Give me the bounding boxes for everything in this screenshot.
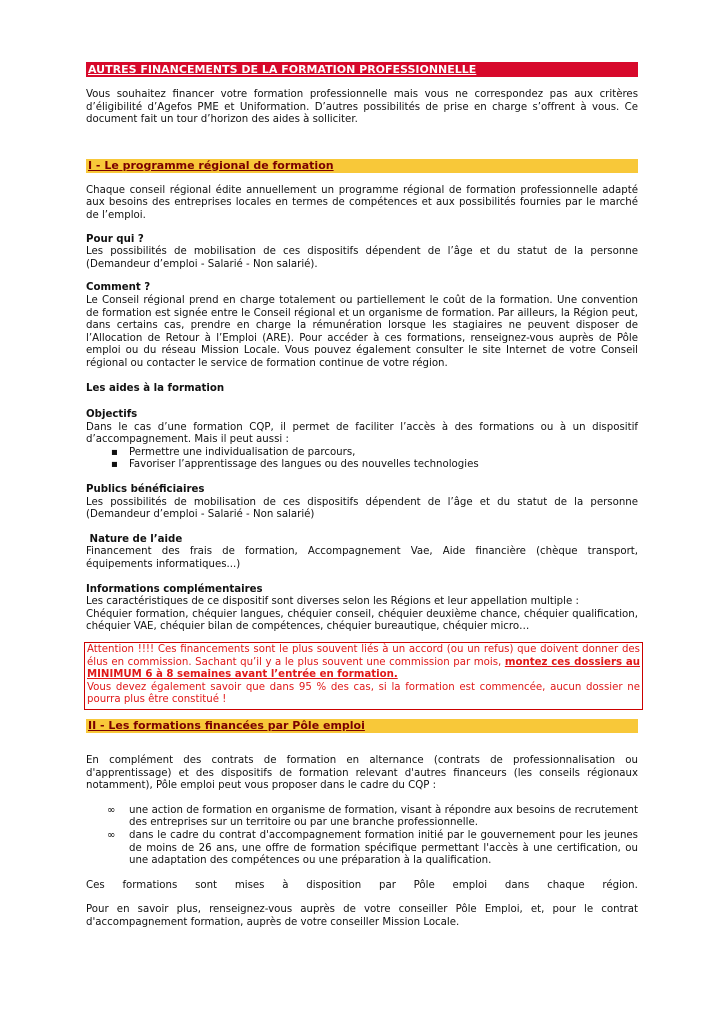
- word: dans: [504, 879, 530, 891]
- section-1-intro: Chaque conseil régional édite annuellement un programme régional de formation professionnelle adapté aux besoins des entreprises locales en termes de compétences et aux possibilités fournies par le marché de l’emploi.: [86, 184, 638, 221]
- section-2-list: [86, 805, 638, 868]
- publics-heading: Publics bénéficiaires: [86, 484, 205, 496]
- word: Pôle: [413, 879, 435, 891]
- document-title: AUTRES FINANCEMENTS DE LA FORMATION PROFESSIONNELLE: [86, 62, 638, 77]
- section-2-title: II - Les formations financées par Pôle emploi: [86, 719, 638, 733]
- intro-paragraph: Vous souhaitez financer votre formation professionnelle mais vous ne correspondez pas aux critères d’éligibilité d’Agefos PME et Uniformation. D’autres possibilités de prise en charge s’offrent à vous. Ce document fait un tour d’horizon des aides à solliciter.: [86, 89, 638, 126]
- alert-text: Attention !!!! Ces financements sont le plus souvent liés à un accord (ou un refus) que doivent donner des élus en commission. Sachant qu’il y a le plus souvent une commission par mois,: [87, 644, 640, 668]
- objectifs-heading: Objectifs: [86, 409, 138, 421]
- list-item: ▪ Permettre une individualisation de parcours,: [129, 447, 638, 460]
- infos-heading: Informations complémentaires: [86, 583, 263, 595]
- word: Ces: [86, 879, 105, 891]
- infos-text-2: Chéquier formation, chéquier langues, chéquier conseil, chéquier deuxième chance, chéquier qualification, chéquier VAE, chéquier bilan de compétences, chéquier bureautique, chéquier micro…: [86, 608, 638, 633]
- word: sont: [195, 879, 218, 891]
- disposition-line: [86, 880, 638, 893]
- word: région.: [602, 879, 638, 891]
- section-2-outro: Pour en savoir plus, renseignez-vous auprès de votre conseiller Pôle Emploi, et, pour le contrat d'accompagnement formation, auprès de votre conseiller Mission Locale.: [86, 904, 638, 928]
- list-item: ∞ une action de formation en organisme de formation, visant à répondre aux besoins de recrutement des entreprises sur un territoire ou par une branche professionnelle.: [129, 805, 638, 830]
- attention-box: [84, 642, 643, 710]
- comment-heading: Comment ?: [86, 282, 151, 294]
- nature-heading: Nature de l’aide: [86, 533, 183, 545]
- aides-heading: Les aides à la formation: [86, 382, 225, 394]
- word: mises: [234, 879, 265, 891]
- section-2-intro: En complément des contrats de formation en alternance (contrats de professionnalisation ou d'apprentissage) et des dispositifs de formation relevant d'autres financeurs (les conseils régionaux notamment), Pôle emploi peut vous proposer dans le cadre du CQP :: [86, 754, 638, 792]
- alert-bold-text: montez ces dossiers au MINIMUM 6 à 8 semaines avant l’entrée en formation.: [87, 656, 641, 681]
- list-item: ∞ dans le cadre du contrat d'accompagnement formation initié par le gouvernement pour les jeunes de moins de 26 ans, une offre de formation spécifique permettant l'accès à une certification, ou une adaptation des compétences ou une préparation à la qualification.: [129, 830, 638, 868]
- objectifs-text: Dans le cas d’une formation CQP, il permet de faciliter l’accès à des formations ou à un dispositif d’accompagnement. Mais il peut aussi :: [86, 421, 638, 446]
- word: à: [282, 879, 289, 891]
- infos-text-1: Les caractéristiques de ce dispositif sont diverses selon les Régions et leur appellation multiple :: [86, 596, 579, 608]
- word: disposition: [306, 879, 362, 891]
- nature-text: Financement des frais de formation, Accompagnement Vae, Aide financière (chèque transport, équipements informatiques...): [86, 546, 638, 571]
- word: chaque: [547, 879, 585, 891]
- section-1-title: I - Le programme régional de formation: [86, 159, 638, 173]
- publics-text: Les possibilités de mobilisation de ces dispositifs dépendent de l’âge et du statut de la personne (Demandeur d’emploi - Salarié - Non salarié): [86, 496, 638, 521]
- pour-qui-text: Les possibilités de mobilisation de ces dispositifs dépendent de l’âge et du statut de la personne (Demandeur d’emploi - Salarié - Non salarié).: [86, 246, 638, 270]
- objectifs-list: [86, 447, 638, 472]
- comment-text: Le Conseil régional prend en charge totalement ou partiellement le coût de la formation. Une convention de formation est signée entre le Conseil régional et un organisme de formation. Par ailleurs, la Région peut, dans certains cas, prendre en charge la rémunération lorsque les stagiaires ne peuvent disposer de l’Allocation de Retour à l’Emploi (ARE). Pour accéder à ces formations, renseignez-vous auprès de Pôle emploi ou du réseau Mission Locale. Vous pouvez également consulter le site Internet de votre Conseil régional ou contacter le service de formation continue de votre région.: [86, 294, 638, 369]
- list-item: ▪ Favoriser l’apprentissage des langues ou des nouvelles technologies: [129, 459, 638, 472]
- word: formations: [122, 879, 178, 891]
- alert-warning-text: Vous devez également savoir que dans 95 % des cas, si la formation est commencée, aucun dossier ne pourra plus être constitué !: [87, 681, 640, 706]
- pour-qui-heading: Pour qui ?: [86, 233, 144, 245]
- word: par: [378, 879, 396, 891]
- word: emploi: [452, 879, 488, 891]
- document-page: [86, 62, 641, 930]
